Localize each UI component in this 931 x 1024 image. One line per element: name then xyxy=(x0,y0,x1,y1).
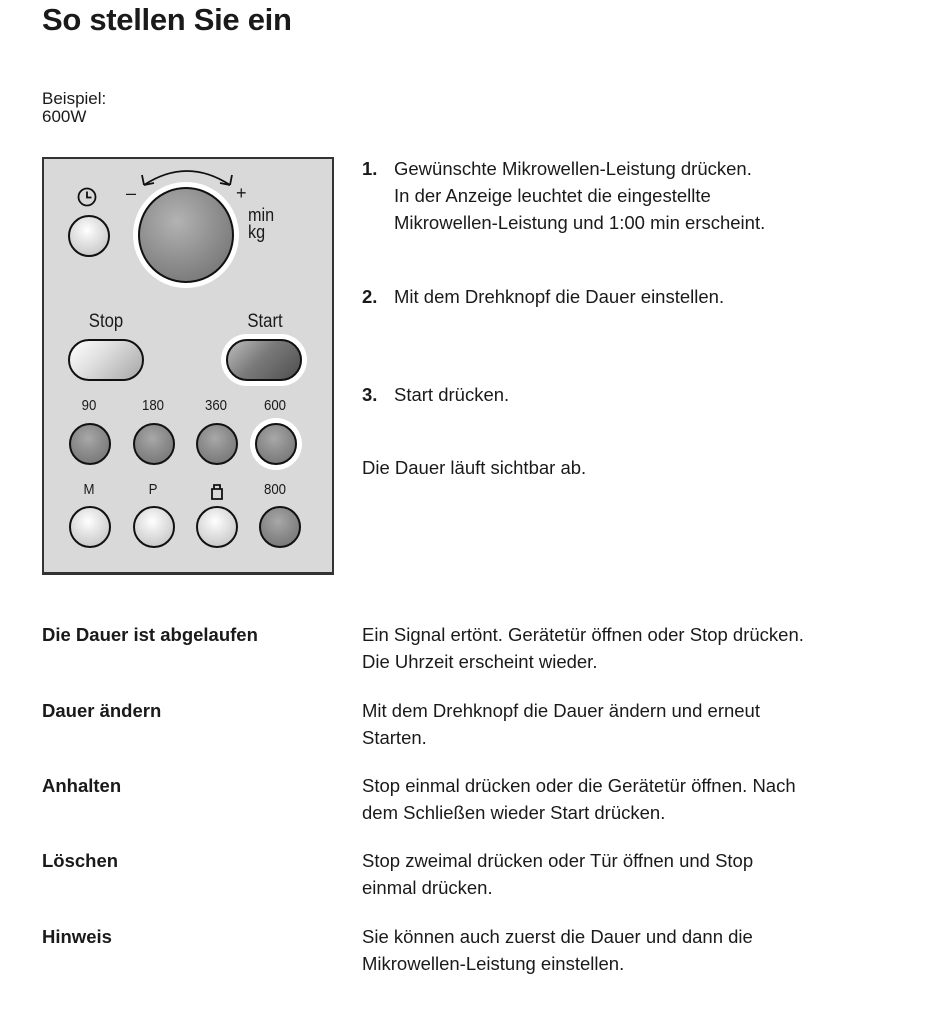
program-button[interactable] xyxy=(133,506,175,548)
control-panel-illustration xyxy=(42,157,334,575)
info-term: Hinweis xyxy=(42,926,112,947)
info-desc-line: Die Uhrzeit erscheint wieder. xyxy=(362,651,598,672)
example-value: 600W xyxy=(42,107,87,126)
step-number: 3. xyxy=(362,384,378,405)
step-2 xyxy=(362,283,724,310)
info-term: Löschen xyxy=(42,850,119,871)
dial-units-kg: kg xyxy=(248,222,266,242)
power-600-button[interactable] xyxy=(255,423,297,465)
step-text: Start drücken. xyxy=(394,384,510,405)
info-desc-line: dem Schließen wieder Start drücken. xyxy=(362,802,666,823)
after-steps-note: Die Dauer läuft sichtbar ab. xyxy=(362,457,587,478)
info-desc-line: Mikrowellen-Leistung einstellen. xyxy=(362,953,625,974)
power-90-label: 90 xyxy=(81,397,97,414)
info-term: Anhalten xyxy=(42,775,122,796)
example-label xyxy=(42,90,106,126)
info-term: Dauer ändern xyxy=(42,700,162,721)
step-text: Mikrowellen-Leistung und 1:00 min erscheint. xyxy=(394,212,766,233)
info-desc xyxy=(362,697,902,751)
power-180-button[interactable] xyxy=(133,423,175,465)
power-800-label: 800 xyxy=(263,481,287,498)
step-text: Gewünschte Mikrowellen-Leistung drücken. xyxy=(394,158,752,179)
power-360-label: 360 xyxy=(204,397,228,414)
step-text: Mit dem Drehknopf die Dauer einstellen. xyxy=(394,286,725,307)
rotary-knob[interactable] xyxy=(138,187,234,283)
step-number: 2. xyxy=(362,286,378,307)
clock-icon xyxy=(76,186,98,208)
info-desc-line: einmal drücken. xyxy=(362,877,493,898)
power-800-button[interactable] xyxy=(259,506,301,548)
step-number: 1. xyxy=(362,158,378,179)
info-desc-line: Stop einmal drücken oder die Gerätetür öffnen. Nach xyxy=(362,775,796,796)
memory-label: M xyxy=(83,481,95,498)
info-desc xyxy=(362,847,902,901)
info-desc-line: Stop zweimal drücken oder Tür öffnen und Stop xyxy=(362,850,754,871)
power-600-label: 600 xyxy=(263,397,287,414)
info-desc xyxy=(362,923,902,977)
dial-units xyxy=(248,207,274,241)
stop-label: Stop xyxy=(88,311,124,332)
stop-button[interactable] xyxy=(68,339,144,381)
info-desc-line: Sie können auch zuerst die Dauer und dann die xyxy=(362,926,753,947)
dial-plus: + xyxy=(236,183,247,203)
power-90-button[interactable] xyxy=(69,423,111,465)
dial-units-min: min xyxy=(248,205,275,225)
power-360-button[interactable] xyxy=(196,423,238,465)
memory-button[interactable] xyxy=(69,506,111,548)
info-desc-line: Starten. xyxy=(362,727,427,748)
info-desc xyxy=(362,772,902,826)
step-text: In der Anzeige leuchtet die eingestellte xyxy=(394,185,711,206)
dial-minus: – xyxy=(126,183,137,203)
program-label: P xyxy=(148,481,158,498)
weight-button[interactable] xyxy=(196,506,238,548)
power-180-label: 180 xyxy=(141,397,165,414)
info-desc-line: Ein Signal ertönt. Gerätetür öffnen oder Stop drücken. xyxy=(362,624,804,645)
step-3 xyxy=(362,381,509,408)
example-label-text: Beispiel: xyxy=(42,89,107,108)
timer-button[interactable] xyxy=(68,215,110,257)
info-term: Die Dauer ist abgelaufen xyxy=(42,624,258,645)
info-desc-line: Mit dem Drehknopf die Dauer ändern und erneut xyxy=(362,700,760,721)
info-desc xyxy=(362,621,902,675)
start-button[interactable] xyxy=(226,339,302,381)
start-label: Start xyxy=(247,311,283,332)
step-1 xyxy=(362,155,765,236)
weight-icon xyxy=(209,483,225,501)
page-title: So stellen Sie ein xyxy=(42,2,292,37)
